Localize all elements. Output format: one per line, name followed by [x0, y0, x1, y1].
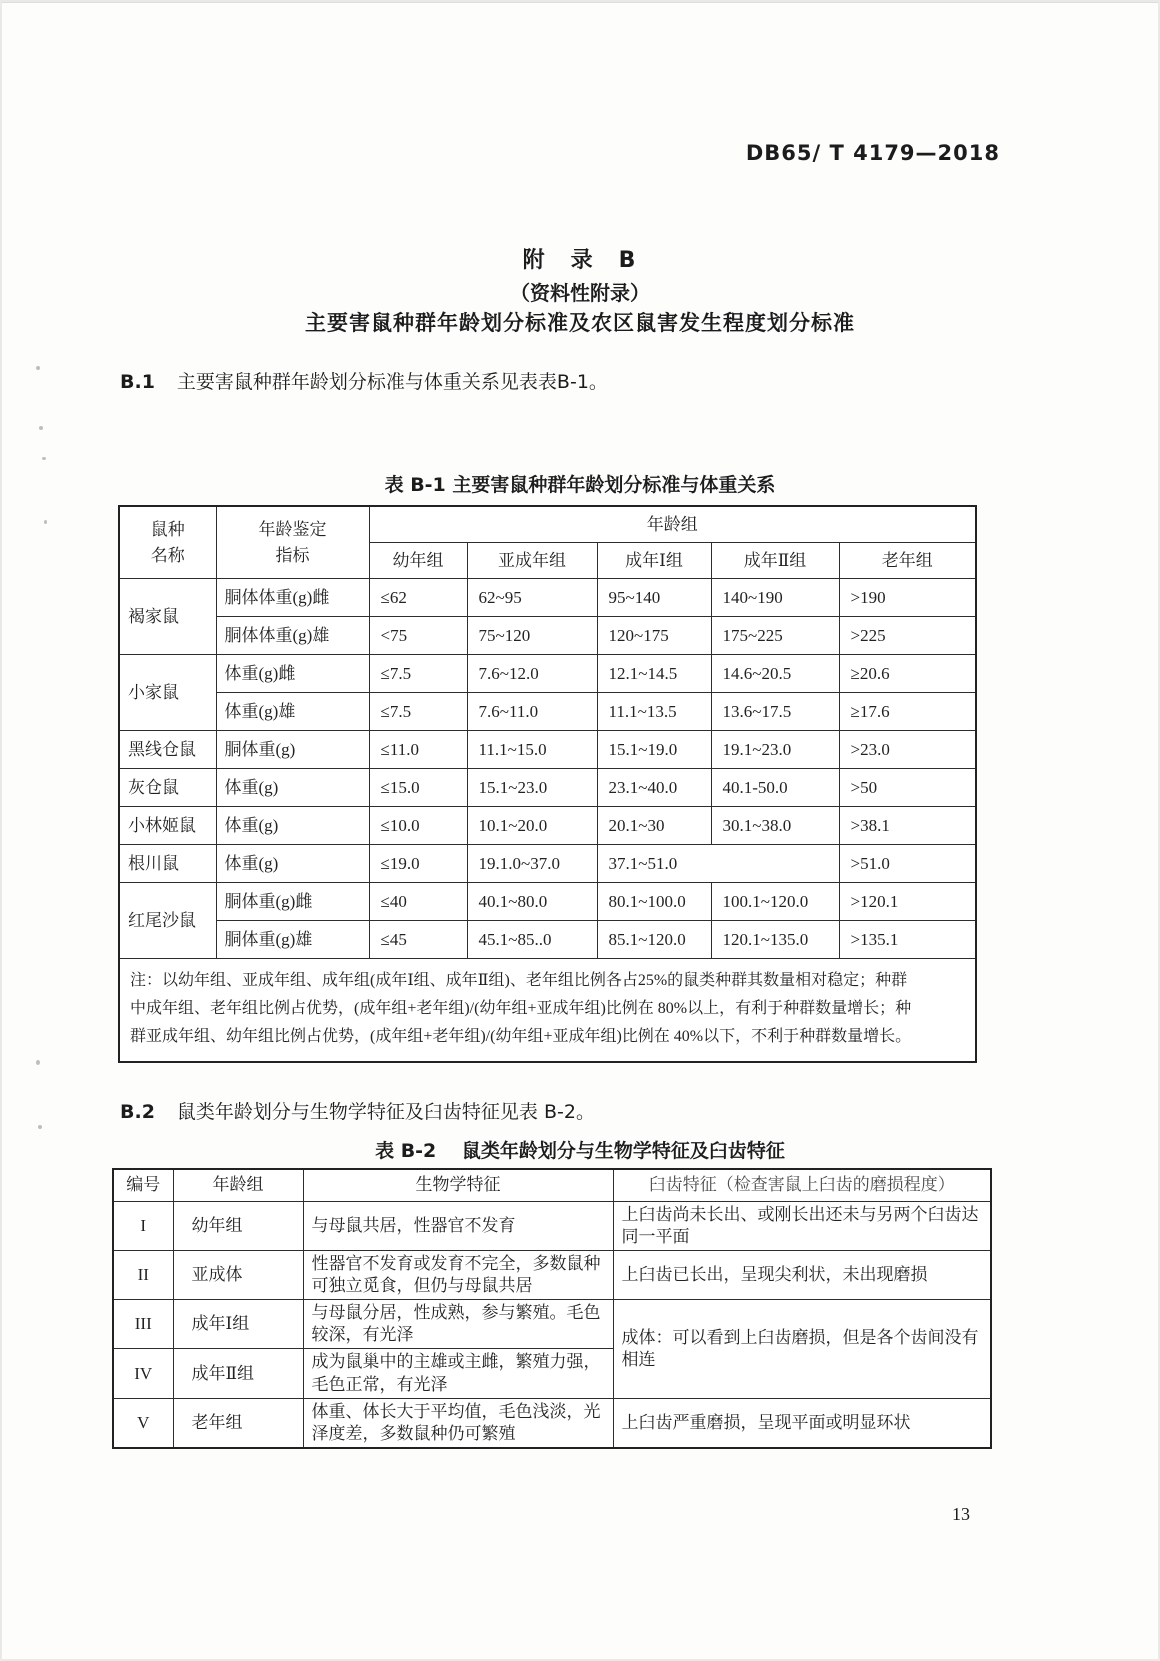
table-row — [119, 845, 976, 883]
indicator-cell: 胴体体重(g)雌 — [216, 579, 369, 617]
clause-b1 — [120, 367, 608, 394]
value-cell: 95~140 — [597, 579, 711, 617]
table-row — [119, 921, 976, 959]
value-cell: 120.1~135.0 — [711, 921, 839, 959]
molar-cell: 上臼齿尚未长出、或刚长出还未与另两个臼齿达同一平面 — [613, 1201, 991, 1250]
table-row — [119, 617, 976, 655]
scan-speck — [39, 426, 43, 430]
value-cell: 40.1-50.0 — [711, 769, 839, 807]
header-species-line2: 名称 — [150, 545, 185, 565]
value-cell: 19.1.0~37.0 — [467, 845, 597, 883]
value-cell: 15.1~23.0 — [467, 769, 597, 807]
no-cell: IV — [113, 1349, 173, 1399]
value-cell: 14.6~20.5 — [711, 655, 839, 693]
header-old: 老年组 — [839, 543, 976, 579]
value-cell: 85.1~120.0 — [597, 921, 711, 959]
table-row — [119, 655, 976, 693]
value-cell: 15.1~19.0 — [597, 731, 711, 769]
clause-b2-label: B.2 — [120, 1101, 155, 1123]
clause-b2 — [120, 1097, 595, 1124]
value-cell: >190 — [839, 579, 976, 617]
value-cell: 19.1~23.0 — [711, 731, 839, 769]
no-cell: III — [113, 1299, 173, 1348]
value-cell: 13.6~17.5 — [711, 693, 839, 731]
appendix-subtitle: （资料性附录） — [510, 281, 650, 305]
table-row — [113, 1299, 991, 1348]
value-cell: ≥17.6 — [839, 693, 976, 731]
table-row — [119, 506, 976, 543]
no-cell: II — [113, 1250, 173, 1299]
species-cell: 灰仓鼠 — [119, 769, 216, 807]
value-cell: ≤19.0 — [369, 845, 467, 883]
value-cell: 175~225 — [711, 617, 839, 655]
scan-speck — [42, 457, 46, 460]
value-cell: ≤7.5 — [369, 693, 467, 731]
value-cell: 7.6~12.0 — [467, 655, 597, 693]
scan-speck — [44, 520, 47, 524]
value-cell: 7.6~11.0 — [467, 693, 597, 731]
scan-speck — [38, 1125, 42, 1129]
value-cell: 40.1~80.0 — [467, 883, 597, 921]
table-row — [119, 731, 976, 769]
bio-cell: 性器官不发育或发育不完全，多数鼠种可独立觅食，但仍与母鼠共居 — [303, 1250, 613, 1299]
value-cell: ≤7.5 — [369, 655, 467, 693]
value-cell: >50 — [839, 769, 976, 807]
value-cell: ≤62 — [369, 579, 467, 617]
species-cell: 小林姬鼠 — [119, 807, 216, 845]
no-cell: V — [113, 1399, 173, 1449]
table-row — [113, 1250, 991, 1299]
value-cell: 120~175 — [597, 617, 711, 655]
header-indicator-line2: 指标 — [275, 545, 310, 565]
group-cell: 成年Ⅰ组 — [173, 1299, 303, 1348]
value-cell: >51.0 — [839, 845, 976, 883]
value-cell: >23.0 — [839, 731, 976, 769]
value-cell: ≥20.6 — [839, 655, 976, 693]
value-cell: ≤11.0 — [369, 731, 467, 769]
scan-speck — [36, 1060, 40, 1065]
header-adult1: 成年Ⅰ组 — [597, 543, 711, 579]
note-line: 群亚成年组、幼年组比例占优势，(成年组+老年组)/(幼年组+亚成年组)比例在 40%以下，不利于种群数量增长。 — [130, 1028, 912, 1045]
value-cell: 100.1~120.0 — [711, 883, 839, 921]
value-cell: >225 — [839, 617, 976, 655]
indicator-cell: 体重(g) — [216, 845, 369, 883]
species-cell: 黑线仓鼠 — [119, 731, 216, 769]
value-cell: 12.1~14.5 — [597, 655, 711, 693]
appendix-title: 附 录 B — [522, 248, 638, 273]
value-cell: >38.1 — [839, 807, 976, 845]
header-indicator — [216, 506, 369, 579]
table-b1-caption: 表 B-1 主要害鼠种群年龄划分标准与体重关系 — [384, 474, 776, 496]
species-cell: 红尾沙鼠 — [119, 883, 216, 959]
table-b1 — [118, 505, 977, 1063]
header-age-group: 年龄组 — [173, 1169, 303, 1201]
table-row — [119, 579, 976, 617]
value-cell: 80.1~100.0 — [597, 883, 711, 921]
header-subadult: 亚成年组 — [467, 543, 597, 579]
value-cell: 11.1~15.0 — [467, 731, 597, 769]
scan-speck — [36, 366, 40, 370]
table-b2 — [112, 1168, 992, 1449]
indicator-cell: 胴体重(g)雄 — [216, 921, 369, 959]
value-cell: ≤45 — [369, 921, 467, 959]
no-cell: I — [113, 1201, 173, 1250]
table-row — [119, 769, 976, 807]
table-row — [119, 693, 976, 731]
table-row — [119, 807, 976, 845]
molar-cell-merged: 成体：可以看到上臼齿磨损，但是各个齿间没有相连 — [613, 1299, 991, 1398]
page-number: 13 — [952, 1504, 970, 1524]
value-cell: 11.1~13.5 — [597, 693, 711, 731]
indicator-cell: 体重(g)雌 — [216, 655, 369, 693]
value-cell: >120.1 — [839, 883, 976, 921]
indicator-cell: 胴体重(g)雌 — [216, 883, 369, 921]
indicator-cell: 体重(g) — [216, 807, 369, 845]
bio-cell: 与母鼠共居，性器官不发育 — [303, 1201, 613, 1250]
header-species-line1: 鼠种 — [150, 520, 185, 539]
table-b2-caption: 表 B-2 鼠类年龄划分与生物学特征及臼齿特征 — [375, 1140, 785, 1162]
table-row — [113, 1201, 991, 1250]
table-note-row — [119, 959, 976, 1063]
species-cell: 小家鼠 — [119, 655, 216, 731]
bio-cell: 体重、体长大于平均值，毛色浅淡，光泽度差，多数鼠种仍可繁殖 — [303, 1399, 613, 1449]
species-cell: 根川鼠 — [119, 845, 216, 883]
value-cell: 30.1~38.0 — [711, 807, 839, 845]
clause-b2-text: 鼠类年龄划分与生物学特征及臼齿特征见表 B-2。 — [176, 1101, 595, 1123]
header-no: 编号 — [113, 1169, 173, 1201]
value-cell: >135.1 — [839, 921, 976, 959]
group-cell: 幼年组 — [173, 1201, 303, 1250]
value-cell: 75~120 — [467, 617, 597, 655]
value-cell: ≤15.0 — [369, 769, 467, 807]
note-line: 中成年组、老年组比例占优势，(成年组+老年组)/(幼年组+亚成年组)比例在 80%以上，有利于种群数量增长；种 — [130, 1000, 912, 1017]
header-indicator-line1: 年龄鉴定 — [258, 520, 327, 539]
indicator-cell: 体重(g) — [216, 769, 369, 807]
group-cell: 成年Ⅱ组 — [173, 1349, 303, 1399]
value-cell: <75 — [369, 617, 467, 655]
clause-b1-label: B.1 — [120, 371, 155, 393]
bio-cell: 成为鼠巢中的主雄或主雌，繁殖力强，毛色正常，有光泽 — [303, 1349, 613, 1399]
value-cell: 20.1~30 — [597, 807, 711, 845]
bio-cell: 与母鼠分居，性成熟，参与繁殖。毛色较深，有光泽 — [303, 1299, 613, 1348]
clause-b1-text: 主要害鼠种群年龄划分标准与体重关系见表表B-1。 — [176, 371, 608, 393]
header-age-group: 年龄组 — [369, 506, 976, 543]
value-cell: 62~95 — [467, 579, 597, 617]
header-juvenile: 幼年组 — [369, 543, 467, 579]
header-adult2: 成年Ⅱ组 — [711, 543, 839, 579]
value-cell: 23.1~40.0 — [597, 769, 711, 807]
note-line: 注：以幼年组、亚成年组、成年组(成年Ⅰ组、成年Ⅱ组)、老年组比例各占25%的鼠类种群其数量相对稳定；种群 — [130, 972, 908, 989]
indicator-cell: 胴体体重(g)雄 — [216, 617, 369, 655]
value-cell: 45.1~85..0 — [467, 921, 597, 959]
appendix-heading: 主要害鼠种群年龄划分标准及农区鼠害发生程度划分标准 — [305, 311, 855, 335]
group-cell: 老年组 — [173, 1399, 303, 1449]
header-bio: 生物学特征 — [303, 1169, 613, 1201]
header-molar: 臼齿特征（检查害鼠上臼齿的磨损程度） — [613, 1169, 991, 1201]
molar-cell: 上臼齿严重磨损，呈现平面或明显环状 — [613, 1399, 991, 1449]
table-row — [113, 1169, 991, 1201]
value-cell: 37.1~51.0 — [597, 845, 839, 883]
table-b1-note — [119, 959, 976, 1063]
indicator-cell: 体重(g)雄 — [216, 693, 369, 731]
table-row — [119, 883, 976, 921]
table-row — [113, 1399, 991, 1449]
header-species — [119, 506, 216, 579]
doc-number: DB65/ T 4179—2018 — [745, 141, 1000, 165]
value-cell: 140~190 — [711, 579, 839, 617]
value-cell: 10.1~20.0 — [467, 807, 597, 845]
value-cell: ≤40 — [369, 883, 467, 921]
value-cell: ≤10.0 — [369, 807, 467, 845]
group-cell: 亚成体 — [173, 1250, 303, 1299]
molar-cell: 上臼齿已长出，呈现尖利状，未出现磨损 — [613, 1250, 991, 1299]
indicator-cell: 胴体重(g) — [216, 731, 369, 769]
species-cell: 褐家鼠 — [119, 579, 216, 655]
